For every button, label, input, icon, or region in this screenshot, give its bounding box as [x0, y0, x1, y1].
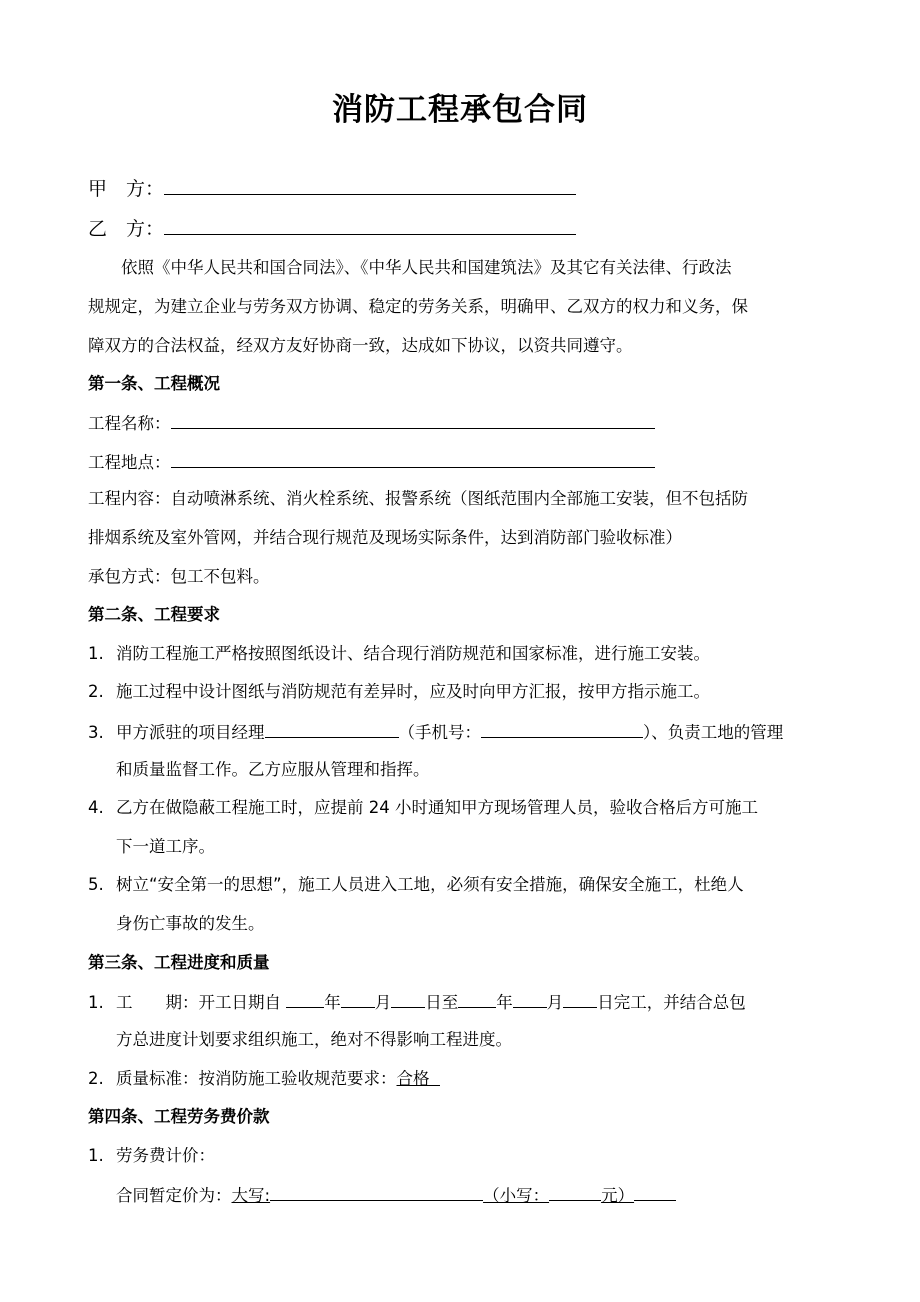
day-end-label: 日完工，并结合总包	[597, 993, 746, 1012]
project-location-row	[88, 449, 655, 475]
manager-blank	[265, 719, 399, 738]
page-title: 消防工程承包合同	[332, 92, 588, 128]
start-day-blank	[391, 989, 425, 1008]
contract-price-row	[88, 1182, 676, 1208]
party-b-row	[88, 216, 576, 241]
article3-item-2	[88, 1067, 440, 1091]
article3-item-1	[88, 989, 746, 1015]
project-name-row	[88, 410, 655, 436]
item-text-tail: ）、负责工地的管理	[643, 723, 784, 742]
year-label: 年	[324, 993, 341, 1012]
article2-item-4-line-2: 下一道工序。	[116, 837, 215, 856]
item-number: 3.	[88, 723, 104, 742]
item-text: 甲方派驻的项目经理	[116, 723, 265, 742]
year-label: 年	[496, 993, 513, 1012]
item-number: 5.	[88, 875, 104, 894]
item-number: 1.	[88, 644, 104, 663]
end-month-blank	[513, 989, 547, 1008]
project-location-blank	[171, 449, 655, 468]
end-year-blank	[458, 989, 496, 1008]
end-day-blank	[563, 989, 597, 1008]
intro-line-1: 依照《中华人民共和国合同法》、《中华人民共和国建筑法》及其它有关法律、行政法	[88, 258, 732, 277]
trailing-blank	[634, 1182, 676, 1201]
item-text: 乙方在做隐蔽工程施工时，应提前 24 小时通知甲方现场管理人员，验收合格后方可施工	[116, 798, 758, 817]
article4-heading: 第四条、工程劳务费价款	[88, 1107, 270, 1126]
article2-item-4	[88, 796, 758, 820]
item-number: 2.	[88, 1069, 104, 1088]
intro-line-2: 规规定，为建立企业与劳务双方协调、稳定的劳务关系，明确甲、乙双方的权力和义务，保	[88, 297, 748, 316]
month-label: 月	[546, 993, 564, 1012]
phone-blank	[481, 719, 643, 738]
party-b-blank	[164, 216, 576, 235]
upper-blank	[270, 1182, 483, 1201]
upper-label: 大写:	[231, 1186, 271, 1205]
quality-label: 质量标准：按消防施工验收规范要求：	[116, 1069, 397, 1088]
lower-blank	[549, 1182, 601, 1201]
start-month-blank	[341, 989, 375, 1008]
article3-item-1-line-2: 方总进度计划要求组织施工，绝对不得影响工程进度。	[116, 1030, 512, 1049]
item-number: 2.	[88, 682, 104, 701]
item-number: 4.	[88, 798, 104, 817]
quality-value: 合格	[396, 1069, 430, 1088]
article2-item-5	[88, 873, 744, 897]
article4-item-1	[88, 1144, 215, 1168]
intro-line-3: 障双方的合法权益，经双方友好协商一致，达成如下协议，以资共同遵守。	[88, 336, 633, 355]
article2-item-3-line-2: 和质量监督工作。乙方应服从管理和指挥。	[116, 760, 430, 779]
lower-open: （小写：	[483, 1186, 550, 1205]
fee-label: 劳务费计价：	[116, 1146, 215, 1165]
project-location-label: 工程地点：	[88, 453, 171, 472]
yuan-label: 元）	[601, 1186, 635, 1205]
phone-label: （手机号：	[398, 723, 481, 742]
party-a-row	[88, 176, 576, 201]
project-content-line-2: 排烟系统及室外管网，并结合现行规范及现场实际条件，达到消防部门验收标准）	[88, 528, 682, 547]
price-label: 合同暂定价为：	[116, 1186, 232, 1205]
project-content-line-1: 工程内容：自动喷淋系统、消火栓系统、报警系统（图纸范围内全部施工安装，但不包括防	[88, 489, 748, 508]
party-a-blank	[164, 176, 576, 195]
article2-item-3	[88, 719, 783, 745]
project-name-label: 工程名称：	[88, 414, 171, 433]
article2-item-5-line-2: 身伤亡事故的发生。	[116, 914, 265, 933]
item-text: 消防工程施工严格按照图纸设计、结合现行消防规范和国家标准，进行施工安装。	[116, 644, 710, 663]
article2-item-1	[88, 642, 710, 666]
item-text: 施工过程中设计图纸与消防规范有差异时，应及时向甲方汇报，按甲方指示施工。	[116, 682, 710, 701]
item-text: 树立“安全第一的思想”，施工人员进入工地，必须有安全措施，确保安全施工，杜绝人	[116, 875, 744, 894]
party-a-label: 甲 方：	[88, 178, 165, 200]
project-name-blank	[171, 410, 655, 429]
day-to-label: 日至	[425, 993, 459, 1012]
article2-heading: 第二条、工程要求	[88, 605, 220, 624]
article3-heading: 第三条、工程进度和质量	[88, 953, 270, 972]
article1-heading: 第一条、工程概况	[88, 374, 220, 393]
item-number: 1.	[88, 993, 104, 1012]
start-year-blank	[286, 989, 324, 1008]
party-b-label: 乙 方：	[88, 218, 165, 240]
contract-mode: 承包方式：包工不包料。	[88, 567, 270, 586]
schedule-label: 工 期：开工日期自	[116, 993, 281, 1012]
item-number: 1.	[88, 1146, 104, 1165]
article2-item-2	[88, 680, 710, 704]
month-label: 月	[374, 993, 392, 1012]
